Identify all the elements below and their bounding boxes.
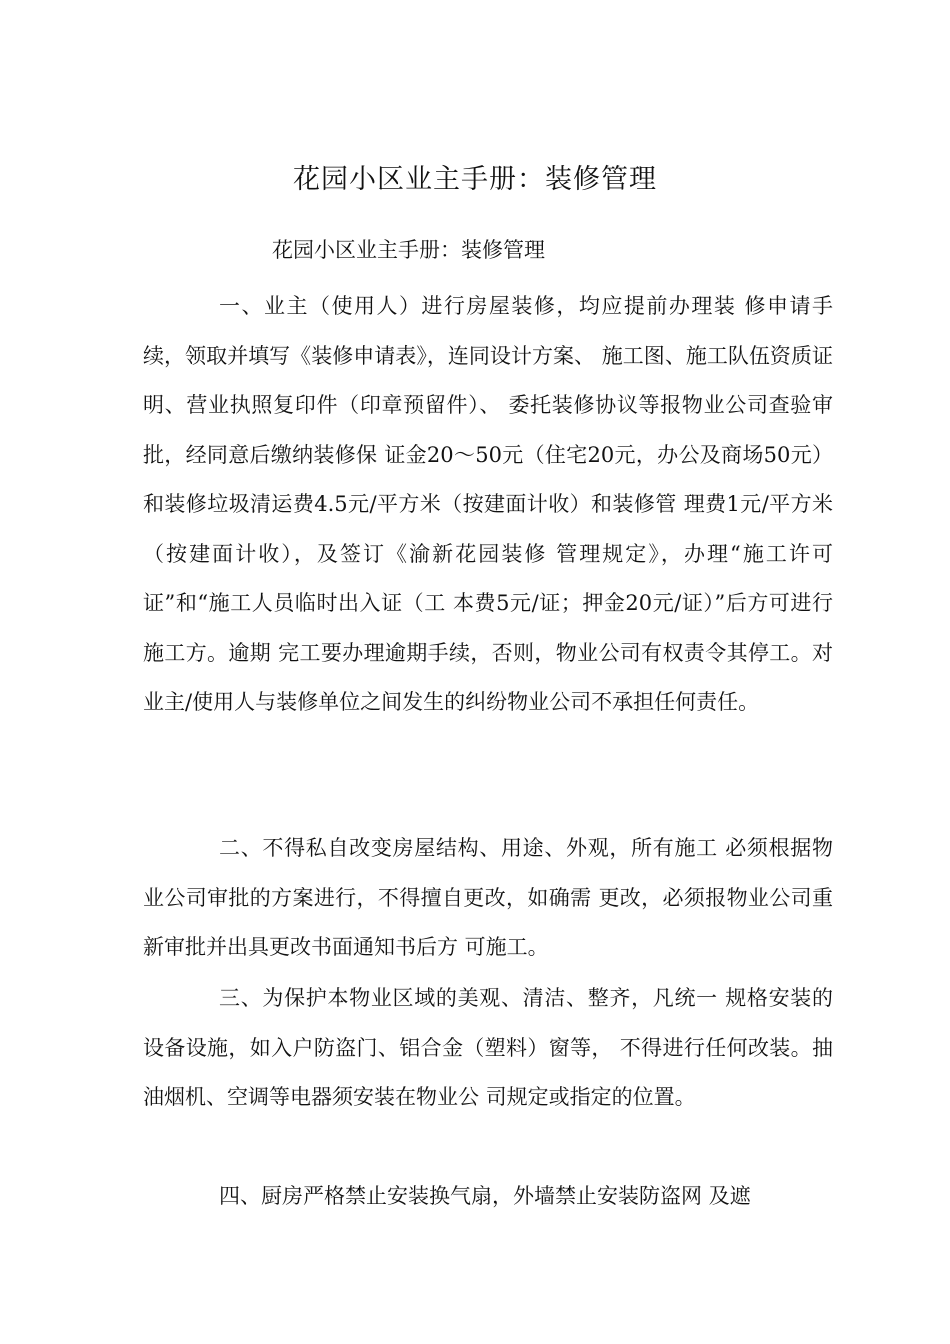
- paragraph-2: 二、不得私自改变房屋结构、用途、外观，所有施工 必须根据物业公司审批的方案进行，不得擅自更改，如确需 更改，必须报物业公司重新审批并出具更改书面通知书后方 可施工。: [143, 836, 833, 959]
- paragraph-4: 四、厨房严格禁止安装换气扇，外墙禁止安装防盗网 及遮: [219, 1184, 751, 1208]
- paragraph-1: 一、业主（使用人）进行房屋装修，均应提前办理装 修申请手续，领取并填写《装修申请表》，连同设计方案、 施工图、施工队伍资质证明、营业执照复印件（印章预留件）、 委托装修协议等报物业公司查验审批，经同意后缴纳装修保 证金20〜50元（住宅20元，办公及商场50元） 和装修垃圾清运费4.5元/平方米（按建面计收）和装修管 理费1元/平方米（按建面计收），及签订《渝新花园装修 管理规定》，办理“施工许可证”和“施工人员临时出入证（工 本费5元/证；押金20元/证）”后方可进行施工方。逾期 完工要办理逾期手续，否则，物业公司有权责令其停工。对 业主/使用人与装修单位之间发生的纠纷物业公司不承担任何责任。: [143, 294, 833, 714]
- paragraph-1-block: [143, 282, 833, 728]
- document-subtitle: 花园小区业主手册：装修管理: [272, 238, 545, 262]
- document-title: 花园小区业主手册：装修管理: [293, 164, 657, 195]
- paragraph-4-block: [143, 1172, 833, 1222]
- paragraph-3: 三、为保护本物业区域的美观、清洁、整齐，凡统一 规格安装的设备设施，如入户防盗门、铝合金（塑料）窗等， 不得进行任何改装。抽油烟机、空调等电器须安装在物业公 司规定或指定的位置。: [143, 986, 833, 1109]
- paragraph-2-block: [143, 824, 833, 973]
- paragraph-3-block: [143, 974, 833, 1123]
